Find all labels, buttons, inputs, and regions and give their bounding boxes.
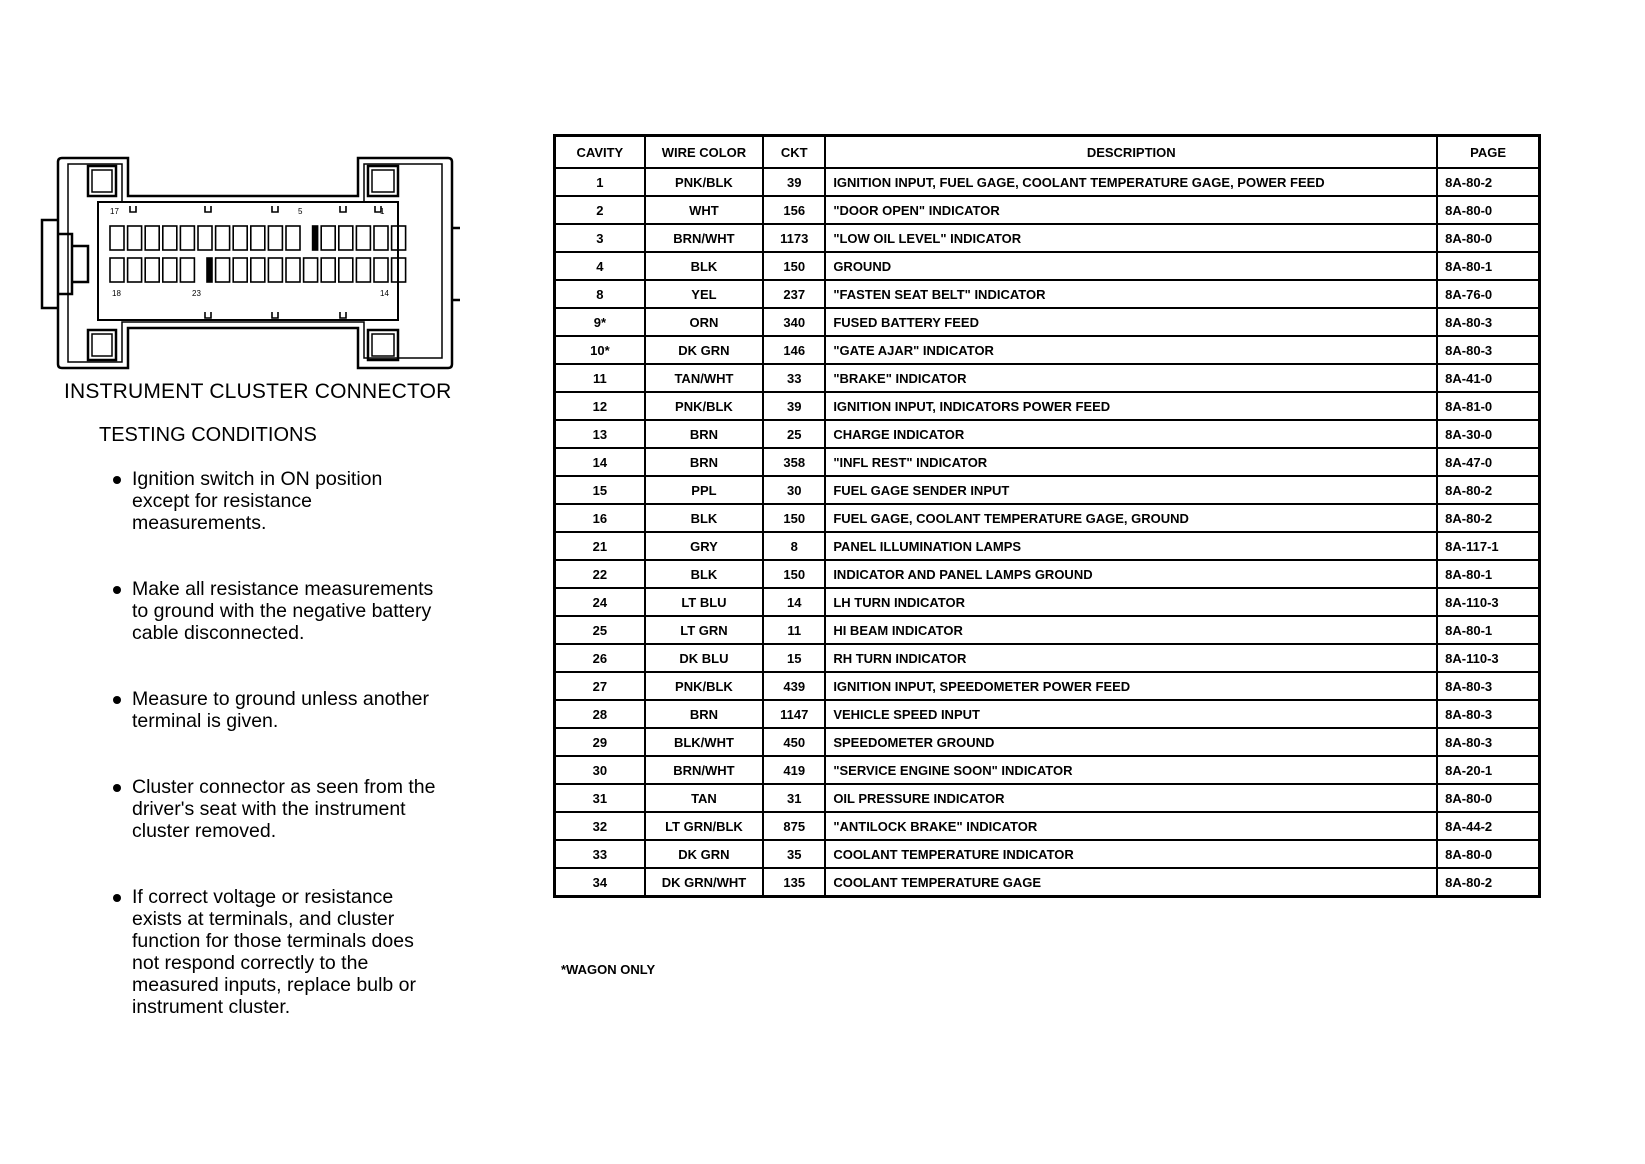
table-row — [555, 840, 1540, 868]
cell-wire-color: YEL — [645, 280, 763, 308]
cell-cavity: 27 — [555, 672, 645, 700]
cell-page: 8A-80-2 — [1437, 168, 1539, 196]
connector-title: INSTRUMENT CLUSTER CONNECTOR — [64, 380, 452, 403]
cell-ckt: 30 — [763, 476, 825, 504]
connector-diagram — [40, 150, 460, 375]
pin-label-5: 5 — [298, 207, 303, 216]
cell-cavity: 26 — [555, 644, 645, 672]
cell-ckt: 135 — [763, 868, 825, 897]
pin-label-18: 18 — [112, 289, 121, 298]
table-row — [555, 868, 1540, 897]
cell-wire-color: ORN — [645, 308, 763, 336]
footnote: *WAGON ONLY — [561, 962, 656, 977]
bullet-icon — [113, 784, 121, 792]
cell-wire-color: PNK/BLK — [645, 392, 763, 420]
table-row — [555, 252, 1540, 280]
cell-cavity: 12 — [555, 392, 645, 420]
list-item — [110, 776, 440, 842]
cell-description: CHARGE INDICATOR — [825, 420, 1437, 448]
table-row — [555, 532, 1540, 560]
cell-description: "INFL REST" INDICATOR — [825, 448, 1437, 476]
cavity-slot — [321, 258, 335, 282]
table-row — [555, 448, 1540, 476]
cavity-slot — [198, 226, 212, 250]
table-row — [555, 224, 1540, 252]
latch-bump — [130, 206, 136, 212]
table-row — [555, 560, 1540, 588]
cavity-slot — [268, 258, 282, 282]
cell-wire-color: BRN/WHT — [645, 756, 763, 784]
cell-ckt: 450 — [763, 728, 825, 756]
cell-description: OIL PRESSURE INDICATOR — [825, 784, 1437, 812]
latch-bump — [340, 206, 346, 212]
cavity-slot — [321, 226, 335, 250]
cavity-slot — [216, 258, 230, 282]
cavity-slot — [163, 258, 177, 282]
cell-wire-color: DK GRN — [645, 840, 763, 868]
cell-wire-color: DK BLU — [645, 644, 763, 672]
cell-ckt: 358 — [763, 448, 825, 476]
header-wire-color: WIRE COLOR — [645, 136, 763, 169]
cell-description: "FASTEN SEAT BELT" INDICATOR — [825, 280, 1437, 308]
cell-ckt: 875 — [763, 812, 825, 840]
cavity-slot — [356, 226, 370, 250]
cell-description: PANEL ILLUMINATION LAMPS — [825, 532, 1437, 560]
pin-label-17: 17 — [110, 207, 119, 216]
table-row — [555, 336, 1540, 364]
cell-wire-color: BRN — [645, 700, 763, 728]
table-row — [555, 196, 1540, 224]
header-description: DESCRIPTION — [825, 136, 1437, 169]
cell-page: 8A-80-3 — [1437, 700, 1539, 728]
cell-page: 8A-80-1 — [1437, 252, 1539, 280]
cavity-slot — [356, 258, 370, 282]
cell-description: "SERVICE ENGINE SOON" INDICATOR — [825, 756, 1437, 784]
cell-ckt: 237 — [763, 280, 825, 308]
cell-page: 8A-110-3 — [1437, 588, 1539, 616]
cell-page: 8A-80-1 — [1437, 560, 1539, 588]
cell-cavity: 9* — [555, 308, 645, 336]
cell-ckt: 419 — [763, 756, 825, 784]
cell-wire-color: DK GRN/WHT — [645, 868, 763, 897]
bullet-text: Measure to ground unless another terminal is given. — [132, 688, 430, 732]
cell-cavity: 2 — [555, 196, 645, 224]
cell-description: "LOW OIL LEVEL" INDICATOR — [825, 224, 1437, 252]
table-row — [555, 728, 1540, 756]
cell-cavity: 32 — [555, 812, 645, 840]
cell-cavity: 1 — [555, 168, 645, 196]
table-row — [555, 756, 1540, 784]
cell-page: 8A-80-1 — [1437, 616, 1539, 644]
cell-description: INDICATOR AND PANEL LAMPS GROUND — [825, 560, 1437, 588]
cell-ckt: 156 — [763, 196, 825, 224]
cell-cavity: 31 — [555, 784, 645, 812]
bullet-icon — [113, 476, 121, 484]
cell-ckt: 1173 — [763, 224, 825, 252]
cavity-slot — [339, 226, 353, 250]
cell-page: 8A-80-2 — [1437, 504, 1539, 532]
cell-page: 8A-80-3 — [1437, 336, 1539, 364]
cell-description: "GATE AJAR" INDICATOR — [825, 336, 1437, 364]
list-item — [110, 886, 440, 1018]
cell-page: 8A-20-1 — [1437, 756, 1539, 784]
bullet-text: If correct voltage or resistance exists at terminals, and cluster function for those terminals does not respond correctly to the measured inputs, replace bulb or instrument cluster. — [132, 886, 416, 1018]
cell-description: GROUND — [825, 252, 1437, 280]
cell-description: HI BEAM INDICATOR — [825, 616, 1437, 644]
cell-cavity: 11 — [555, 364, 645, 392]
pin-label-14: 14 — [380, 289, 389, 298]
cell-ckt: 39 — [763, 392, 825, 420]
table-row — [555, 784, 1540, 812]
cell-page: 8A-117-1 — [1437, 532, 1539, 560]
table-row — [555, 392, 1540, 420]
cavity-slot — [374, 258, 388, 282]
cavity-slot — [374, 226, 388, 250]
cell-cavity: 33 — [555, 840, 645, 868]
cell-description: FUEL GAGE SENDER INPUT — [825, 476, 1437, 504]
cell-page: 8A-80-0 — [1437, 224, 1539, 252]
cell-wire-color: PPL — [645, 476, 763, 504]
cell-cavity: 34 — [555, 868, 645, 897]
cell-description: IGNITION INPUT, FUEL GAGE, COOLANT TEMPERATURE GAGE, POWER FEED — [825, 168, 1437, 196]
cell-cavity: 24 — [555, 588, 645, 616]
cell-cavity: 21 — [555, 532, 645, 560]
cavity-slot — [268, 226, 282, 250]
cell-cavity: 22 — [555, 560, 645, 588]
table-row — [555, 504, 1540, 532]
cell-cavity: 4 — [555, 252, 645, 280]
cell-cavity: 25 — [555, 616, 645, 644]
cell-description: RH TURN INDICATOR — [825, 644, 1437, 672]
cavity-slot — [145, 258, 159, 282]
cell-page: 8A-80-3 — [1437, 728, 1539, 756]
cavity-slot — [110, 258, 124, 282]
table-row — [555, 700, 1540, 728]
cavity-slot — [251, 258, 265, 282]
cell-page: 8A-47-0 — [1437, 448, 1539, 476]
cavity-slot — [304, 258, 318, 282]
cavity-slot — [251, 226, 265, 250]
bullet-icon — [113, 696, 121, 704]
header-page: PAGE — [1437, 136, 1539, 169]
cell-cavity: 8 — [555, 280, 645, 308]
cell-page: 8A-80-3 — [1437, 672, 1539, 700]
cell-cavity: 16 — [555, 504, 645, 532]
cell-ckt: 31 — [763, 784, 825, 812]
cell-wire-color: BLK/WHT — [645, 728, 763, 756]
latch-bump — [272, 206, 278, 212]
bullet-icon — [113, 586, 121, 594]
cell-page: 8A-81-0 — [1437, 392, 1539, 420]
cell-ckt: 340 — [763, 308, 825, 336]
cell-wire-color: BRN — [645, 448, 763, 476]
cell-cavity: 28 — [555, 700, 645, 728]
table-row — [555, 168, 1540, 196]
cavity-slot — [128, 258, 142, 282]
table-row — [555, 588, 1540, 616]
cell-ckt: 15 — [763, 644, 825, 672]
cell-wire-color: BLK — [645, 560, 763, 588]
cell-page: 8A-80-0 — [1437, 784, 1539, 812]
cell-description: SPEEDOMETER GROUND — [825, 728, 1437, 756]
cavity-slot — [216, 226, 230, 250]
cell-wire-color: BLK — [645, 504, 763, 532]
cell-description: COOLANT TEMPERATURE GAGE — [825, 868, 1437, 897]
table-row — [555, 308, 1540, 336]
table-header-row — [555, 136, 1540, 169]
cell-wire-color: WHT — [645, 196, 763, 224]
cell-ckt: 35 — [763, 840, 825, 868]
cell-description: VEHICLE SPEED INPUT — [825, 700, 1437, 728]
cell-wire-color: PNK/BLK — [645, 168, 763, 196]
cell-description: COOLANT TEMPERATURE INDICATOR — [825, 840, 1437, 868]
cell-description: IGNITION INPUT, SPEEDOMETER POWER FEED — [825, 672, 1437, 700]
list-item — [110, 688, 440, 732]
cell-ckt: 146 — [763, 336, 825, 364]
cell-wire-color: BRN/WHT — [645, 224, 763, 252]
cell-cavity: 3 — [555, 224, 645, 252]
table-row — [555, 672, 1540, 700]
cell-ckt: 439 — [763, 672, 825, 700]
cell-wire-color: LT BLU — [645, 588, 763, 616]
pin-label-23: 23 — [192, 289, 201, 298]
pin-label-1: 1 — [380, 207, 385, 216]
cell-cavity: 13 — [555, 420, 645, 448]
cell-description: "DOOR OPEN" INDICATOR — [825, 196, 1437, 224]
cell-wire-color: TAN/WHT — [645, 364, 763, 392]
cell-cavity: 14 — [555, 448, 645, 476]
latch-bump — [205, 206, 211, 212]
cell-cavity: 10* — [555, 336, 645, 364]
cavity-slot — [207, 258, 212, 282]
cell-wire-color: BRN — [645, 420, 763, 448]
cell-cavity: 15 — [555, 476, 645, 504]
testing-conditions-list — [110, 468, 440, 1062]
cavity-slot — [180, 226, 194, 250]
header-ckt: CKT — [763, 136, 825, 169]
list-item — [110, 578, 440, 644]
list-item — [110, 468, 440, 534]
cell-page: 8A-80-2 — [1437, 476, 1539, 504]
cell-description: FUEL GAGE, COOLANT TEMPERATURE GAGE, GROUND — [825, 504, 1437, 532]
table-row — [555, 644, 1540, 672]
cavity-slot — [110, 226, 124, 250]
cell-description: "BRAKE" INDICATOR — [825, 364, 1437, 392]
cavity-slot — [286, 258, 300, 282]
cavity-slot — [233, 226, 247, 250]
cell-wire-color: DK GRN — [645, 336, 763, 364]
cavity-slot — [163, 226, 177, 250]
cell-page: 8A-80-0 — [1437, 840, 1539, 868]
cell-page: 8A-44-2 — [1437, 812, 1539, 840]
table-row — [555, 616, 1540, 644]
table-row — [555, 420, 1540, 448]
cell-ckt: 150 — [763, 504, 825, 532]
cavity-slot — [128, 226, 142, 250]
table-row — [555, 812, 1540, 840]
cell-ckt: 150 — [763, 560, 825, 588]
cell-ckt: 14 — [763, 588, 825, 616]
cell-ckt: 8 — [763, 532, 825, 560]
cavity-slot — [286, 226, 300, 250]
table-row — [555, 364, 1540, 392]
cell-ckt: 11 — [763, 616, 825, 644]
cell-description: FUSED BATTERY FEED — [825, 308, 1437, 336]
table-row — [555, 280, 1540, 308]
cell-wire-color: PNK/BLK — [645, 672, 763, 700]
cell-page: 8A-80-3 — [1437, 308, 1539, 336]
cell-page: 8A-76-0 — [1437, 280, 1539, 308]
cavity-slot — [180, 258, 194, 282]
cell-ckt: 25 — [763, 420, 825, 448]
bullet-text: Ignition switch in ON position except for resistance measurements. — [132, 468, 383, 534]
bullet-icon — [113, 894, 121, 902]
table-row — [555, 476, 1540, 504]
cell-page: 8A-80-2 — [1437, 868, 1539, 897]
cell-wire-color: GRY — [645, 532, 763, 560]
header-cavity: CAVITY — [555, 136, 645, 169]
cell-description: LH TURN INDICATOR — [825, 588, 1437, 616]
cell-page: 8A-80-0 — [1437, 196, 1539, 224]
cavity-slot — [233, 258, 247, 282]
cell-page: 8A-41-0 — [1437, 364, 1539, 392]
cavity-slot — [145, 226, 159, 250]
bullet-text: Make all resistance measurements to ground with the negative battery cable disconnected. — [132, 578, 434, 644]
cell-ckt: 33 — [763, 364, 825, 392]
cell-wire-color: LT GRN — [645, 616, 763, 644]
cell-description: IGNITION INPUT, INDICATORS POWER FEED — [825, 392, 1437, 420]
wire-table — [553, 134, 1541, 898]
cell-wire-color: BLK — [645, 252, 763, 280]
cell-cavity: 29 — [555, 728, 645, 756]
cell-ckt: 150 — [763, 252, 825, 280]
cell-cavity: 30 — [555, 756, 645, 784]
cell-ckt: 1147 — [763, 700, 825, 728]
cell-wire-color: LT GRN/BLK — [645, 812, 763, 840]
latch-bump — [205, 312, 211, 318]
cell-page: 8A-30-0 — [1437, 420, 1539, 448]
testing-conditions-title: TESTING CONDITIONS — [99, 424, 317, 446]
cell-description: "ANTILOCK BRAKE" INDICATOR — [825, 812, 1437, 840]
cell-page: 8A-110-3 — [1437, 644, 1539, 672]
cavity-slot — [339, 258, 353, 282]
cavity-slot — [313, 226, 318, 250]
latch-bump — [272, 312, 278, 318]
cell-wire-color: TAN — [645, 784, 763, 812]
cell-ckt: 39 — [763, 168, 825, 196]
bullet-text: Cluster connector as seen from the driver's seat with the instrument cluster removed. — [132, 776, 436, 842]
latch-bump — [340, 312, 346, 318]
